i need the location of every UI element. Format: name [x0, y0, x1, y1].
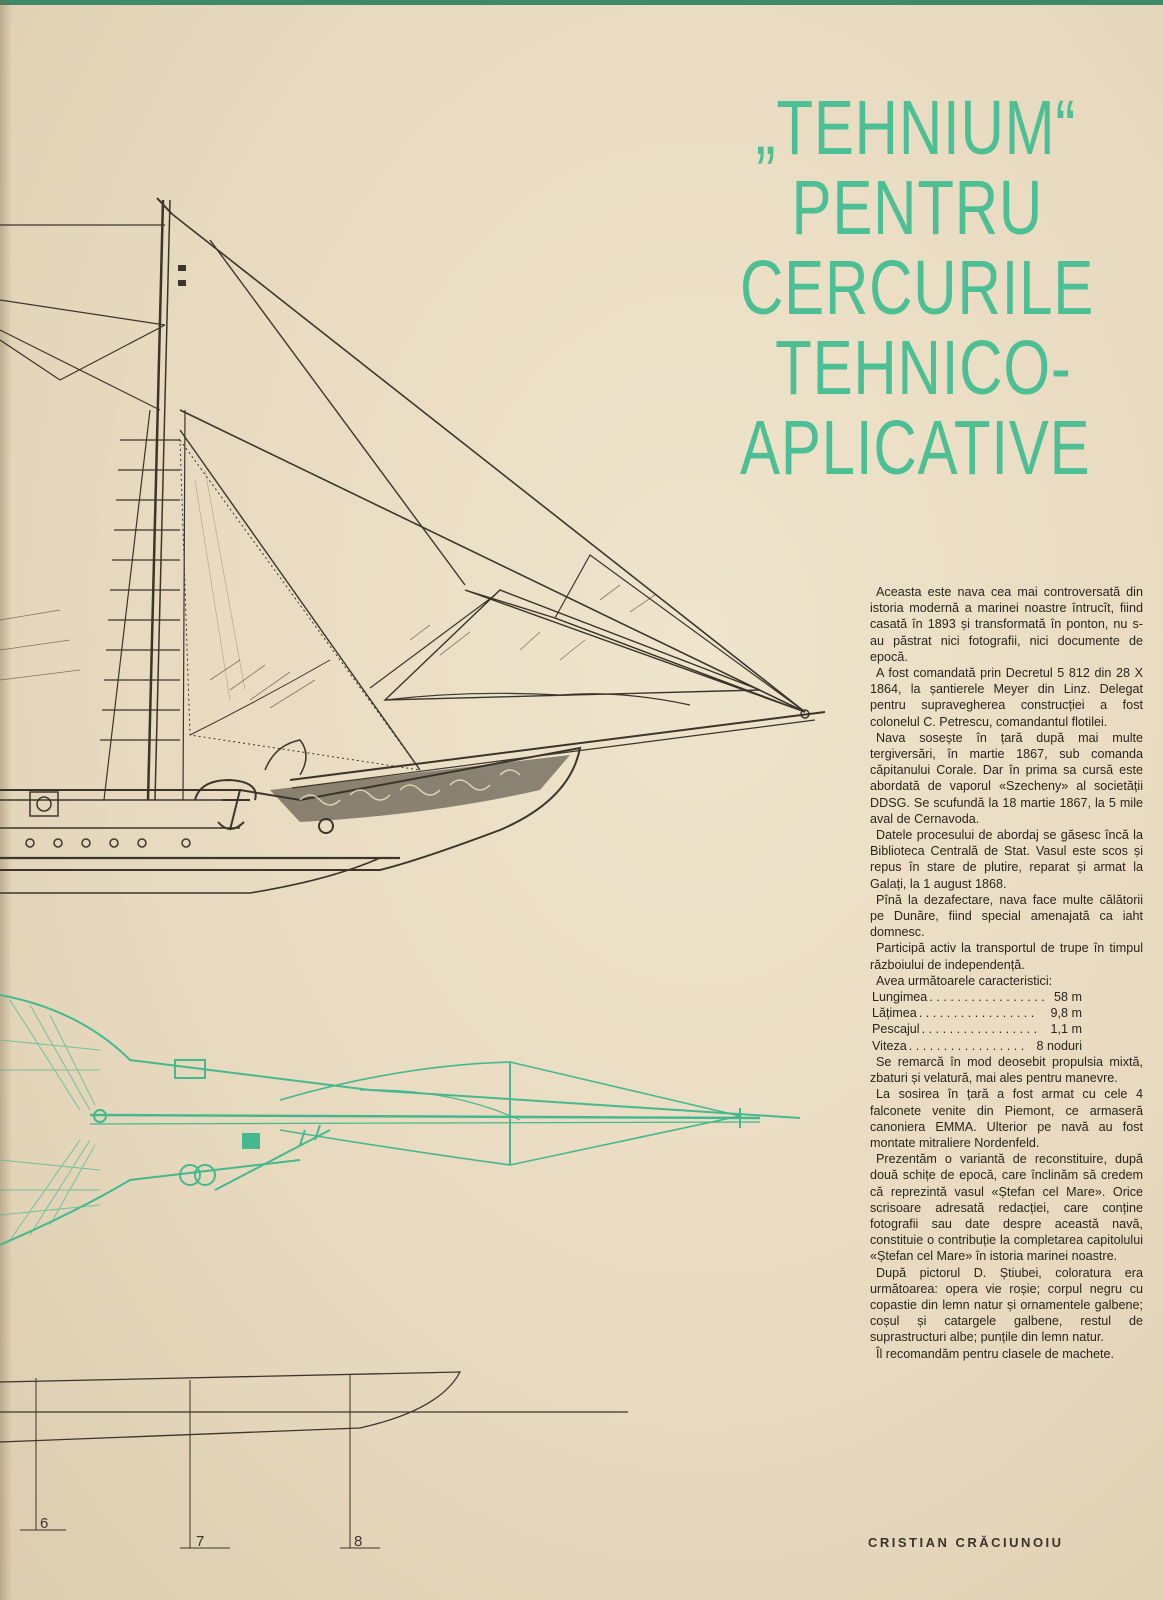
- author-byline: CRISTIAN CRĂCIUNOIU: [868, 1535, 1064, 1550]
- article-paragraph: Aceasta este nava cea mai controversată din istoria modernă a marinei noastre întrucît, fiind casată în 1893 și transformată în ponton, nu s-au păstrat nici fotografii, nici documente de epocă.: [870, 585, 1143, 664]
- article-paragraph: La sosirea în țară a fost armat cu cele 4 falconete venite din Piemont, ce armaseră canoniera EMMA. Ulterior pe navă au fost montate mitraliere Nordenfeld.: [870, 1087, 1143, 1150]
- hull-lines: [0, 1372, 628, 1550]
- spec-value: 8 noduri: [1036, 1038, 1082, 1053]
- article-paragraph: Prezentăm o variantă de reconstituire, după două schițe de epocă, care înclinăm să credem că reprezintă vasul «Ștefan cel Mare». Orice scrisoare adresată redacției, care conține fotografii sau date despre această navă, constituie o contribuție la completarea capitolului «Ștefan cel Mare» în istoria marinei noastre.: [870, 1152, 1143, 1264]
- title-line: CERCURILE: [740, 245, 1095, 331]
- side-elevation: [0, 198, 825, 893]
- spec-row: [872, 1021, 1082, 1037]
- station-label: 7: [196, 1533, 205, 1550]
- spec-row: [872, 989, 1082, 1005]
- article-paragraph: Datele procesului de abordaj se găsesc încă la Biblioteca Centrală de Stat. Vasul este scos și repus în stare de plutire, reparat și armat la Galați, la 1 august 1868.: [870, 828, 1143, 891]
- page-title: [740, 85, 1095, 491]
- article-paragraph: După pictorul D. Știubei, coloratura era următoarea: opera vie roșie; corpul negru cu copastie din lemn natur și ornamentele galbene; coșul și catargele galbene, restul de suprastructuri albe; punțile din lemn natur.: [870, 1265, 1143, 1345]
- article-paragraph: Avea următoarele caracteristici:: [876, 973, 1053, 988]
- spec-label: Pescajul: [872, 1022, 920, 1037]
- article-paragraph: Nava sosește în țară după mai multe tergiversări, în martie 1867, sub comanda căpitanului Corale. Dar în prima sa cursă este abordată de vaporul «Szecheny» al societății DDSG. Se scufundă la 18 martie 1867, la 5 mile aval de Cernavoda.: [870, 730, 1143, 826]
- article-body: [870, 584, 1143, 1362]
- station-label: 6: [40, 1515, 49, 1532]
- article-paragraph: Îl recomandăm pentru clasele de machete.: [876, 1346, 1115, 1361]
- spec-value: 1,1 m: [1050, 1022, 1082, 1037]
- station-label: 8: [354, 1533, 363, 1550]
- article-paragraph: Pînă la dezafectare, nava face multe călătorii pe Dunăre, fiind special amenajată ca iaht domnesc.: [870, 892, 1143, 940]
- spec-value: 58 m: [1054, 990, 1082, 1005]
- spec-value: 9,8 m: [1050, 1006, 1082, 1021]
- article-paragraph: A fost comandată prin Decretul 5 812 din 28 X 1864, la șantierele Meyer din Linz. Delegat pentru supravegherea construcției a fost colonelul C. Petrescu, comandantul flotilei.: [870, 666, 1143, 729]
- deck-plan: [0, 995, 800, 1245]
- spec-leader: . . . . . . . . . . . . . . . . .: [908, 1038, 1025, 1053]
- spec-leader: . . . . . . . . . . . . . . . . .: [921, 1022, 1038, 1037]
- title-line: PENTRU: [791, 165, 1044, 251]
- spec-row: [872, 1005, 1082, 1021]
- article-paragraph: Se remarcă în mod deosebit propulsia mixtă, zbaturi și velatură, mai ales pentru manevre.: [870, 1054, 1143, 1086]
- spec-leader: . . . . . . . . . . . . . . . . .: [918, 1006, 1035, 1021]
- spec-label: Viteza: [872, 1038, 907, 1053]
- specs-list: [870, 989, 1143, 1054]
- spec-label: Lungimea: [872, 990, 928, 1005]
- spec-label: Lățimea: [872, 1006, 917, 1021]
- title-line: TEHNICO-: [775, 325, 1072, 411]
- spec-leader: . . . . . . . . . . . . . . . . .: [929, 990, 1045, 1005]
- article-paragraph: Participă activ la transportul de trupe în timpul războiului de independență.: [870, 941, 1143, 972]
- title-line: „TEHNIUM“: [755, 85, 1077, 171]
- title-line: APLICATIVE: [740, 405, 1091, 491]
- spec-row: [872, 1038, 1082, 1054]
